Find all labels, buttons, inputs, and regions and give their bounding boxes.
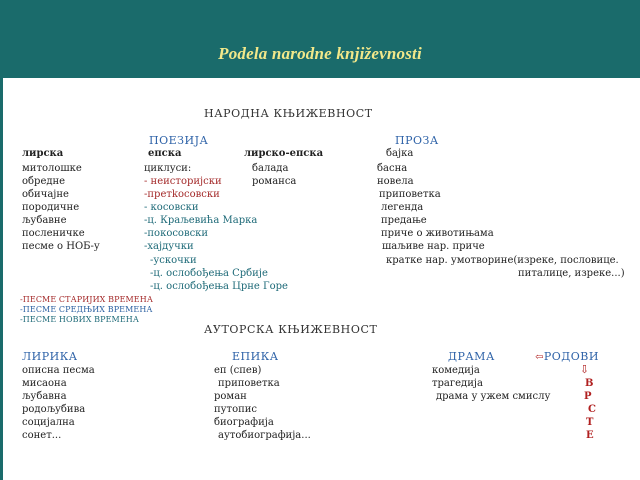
- rodovi-letter: Е: [586, 430, 594, 441]
- lirskoepska-title: лирско-епска: [244, 148, 324, 159]
- left-arrow-icon: ⇦: [535, 352, 544, 363]
- epska-title: епска: [148, 148, 182, 159]
- epska-item: -ц. ослобођења Црне Горе: [150, 281, 288, 292]
- epska-item: - косовски: [144, 202, 199, 213]
- proza-heading: ПРОЗА: [395, 134, 439, 147]
- drama-item: комедија: [432, 365, 480, 376]
- proza-item: приповетка: [379, 189, 441, 200]
- proza-item: предање: [381, 215, 427, 226]
- lirska-item: обредне: [22, 176, 66, 187]
- lirska-title: лирска: [22, 148, 64, 159]
- epska-item: - неисторијски: [144, 176, 222, 187]
- lirska-item: песме о НОБ-у: [22, 241, 100, 252]
- poezija-heading: ПОЕЗИЈА: [149, 134, 209, 147]
- epska-item: циклуси:: [144, 163, 192, 174]
- vremena-item: -ПЕСМЕ СТАРИЈИХ ВРЕМЕНА: [20, 295, 153, 304]
- epika-item: биографија: [214, 417, 274, 428]
- lirika-item: социјална: [22, 417, 75, 428]
- narodna-heading: НАРОДНА КЊИЖЕВНОСТ: [204, 107, 373, 120]
- epska-item: -покосовски: [144, 228, 209, 239]
- title-bar: [0, 0, 640, 78]
- lirika-item: мисаона: [22, 378, 67, 389]
- drama-item: трагедија: [432, 378, 483, 389]
- vremena-item: -ПЕСМЕ СРЕДЊИХ ВРЕМЕНА: [20, 305, 153, 314]
- rodovi-heading: [535, 351, 599, 364]
- proza-item: шаљиве нар. приче: [382, 241, 485, 252]
- lirika-heading: ЛИРИКА: [22, 350, 78, 363]
- epika-item: еп (спев): [214, 365, 262, 376]
- epika-item: аутобиографија...: [218, 430, 311, 441]
- proza-item: кратке нар. умотворине(изреке, пословице.: [386, 255, 619, 266]
- lirska-item: посленичке: [22, 228, 85, 239]
- epska-item: -ц. Краљевића Марка: [144, 215, 258, 226]
- rodovi-letter: Т: [586, 417, 594, 428]
- epika-item: роман: [214, 391, 247, 402]
- lirika-item: родољубива: [22, 404, 86, 415]
- epska-item: -хајдучки: [144, 241, 194, 252]
- lirskoepska-item: балада: [252, 163, 289, 174]
- proza-item: легенда: [381, 202, 424, 213]
- lirska-item: обичајне: [22, 189, 69, 200]
- rodovi-letter: В: [585, 378, 594, 389]
- epska-item: -претkосовски: [144, 189, 220, 200]
- vremena-item: -ПЕСМЕ НОВИХ ВРЕМЕНА: [20, 315, 140, 324]
- epika-item: путопис: [214, 404, 258, 415]
- lirska-item: митолошке: [22, 163, 82, 174]
- rodovi-letter: Р: [584, 391, 592, 402]
- lirska-item: љубавне: [22, 215, 67, 226]
- proza-item: питалице, изреке...): [518, 268, 625, 279]
- proza-item: приче о животињама: [381, 228, 494, 239]
- lirika-item: описна песма: [22, 365, 95, 376]
- autorska-heading: АУТОРСКА КЊИЖЕВНОСТ: [204, 323, 378, 336]
- slide-title: Podela narodne književnosti: [218, 44, 422, 63]
- down-arrow-icon: ⇩: [580, 363, 590, 376]
- proza-item: бајка: [386, 148, 414, 159]
- drama-heading: ДРАМА: [448, 350, 495, 363]
- lirska-item: породичне: [22, 202, 80, 213]
- epska-item: -ц. ослобођења Србије: [150, 268, 268, 279]
- rodovi-letter: С: [588, 404, 596, 415]
- proza-item: новела: [377, 176, 414, 187]
- left-accent-bar: [0, 78, 3, 480]
- lirika-item: сонет...: [22, 430, 62, 441]
- drama-item: драма у ужем смислу: [436, 391, 551, 402]
- epika-heading: ЕПИКА: [232, 350, 279, 363]
- lirika-item: љубавна: [22, 391, 67, 402]
- lirskoepska-item: романса: [252, 176, 297, 187]
- proza-item: басна: [377, 163, 408, 174]
- epika-item: приповетка: [218, 378, 280, 389]
- rodovi-label: РОДОВИ: [543, 350, 599, 363]
- epska-item: -ускочки: [150, 255, 197, 266]
